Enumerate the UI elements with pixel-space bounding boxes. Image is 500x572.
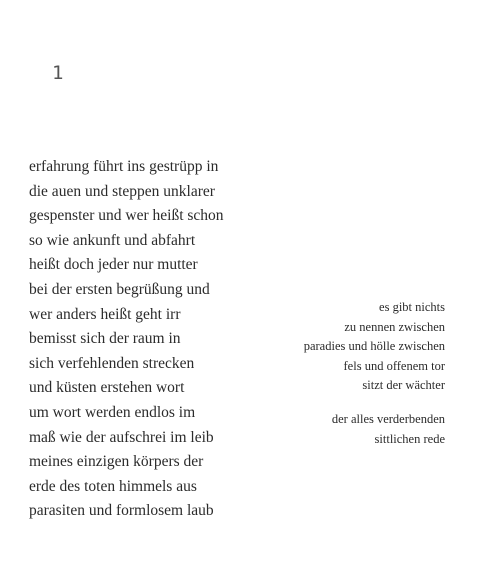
side-poem-stanza <box>245 298 445 396</box>
side-poem-line: sittlichen rede <box>374 431 445 446</box>
poem-line: so wie ankunft und abfahrt <box>29 231 196 249</box>
side-poem-line: paradies und hölle zwischen <box>303 339 445 354</box>
poem-line: gespenster und wer heißt schon <box>29 207 224 225</box>
side-poem-stanza <box>245 410 445 449</box>
side-poem-line: es gibt nichts <box>379 300 445 314</box>
poem-line: erfahrung führt ins gestrüpp in <box>29 158 219 175</box>
poem-line: um wort werden endlos im <box>29 403 196 421</box>
poem-line: wer anders heißt geht irr <box>29 305 181 323</box>
poem-line: erde des toten himmels aus <box>29 477 197 495</box>
side-poem-line: fels und offenem tor <box>343 358 445 373</box>
poem-line: bemisst sich der raum in <box>29 330 181 348</box>
poem-line: und küsten erstehen wort <box>29 379 185 397</box>
side-poem-line: der alles verderbenden <box>331 411 445 426</box>
poem-line: maß wie der aufschrei im leib <box>29 428 214 446</box>
side-poem-line: zu nennen zwischen <box>344 319 445 334</box>
poem-line: heißt doch jeder nur mutter <box>29 256 198 274</box>
poem-line: die auen und steppen unklarer <box>29 182 215 200</box>
poem-line: meines einzigen körpers der <box>29 453 204 471</box>
page-number: 1 <box>52 62 64 84</box>
main-poem <box>29 155 279 524</box>
side-poem <box>245 298 445 463</box>
poem-line: sich verfehlenden strecken <box>29 354 195 372</box>
poem-line: parasiten und formlosem laub <box>29 502 214 520</box>
side-poem-line: sitzt der wächter <box>362 378 445 393</box>
poem-line: bei der ersten begrüßung und <box>29 280 210 298</box>
